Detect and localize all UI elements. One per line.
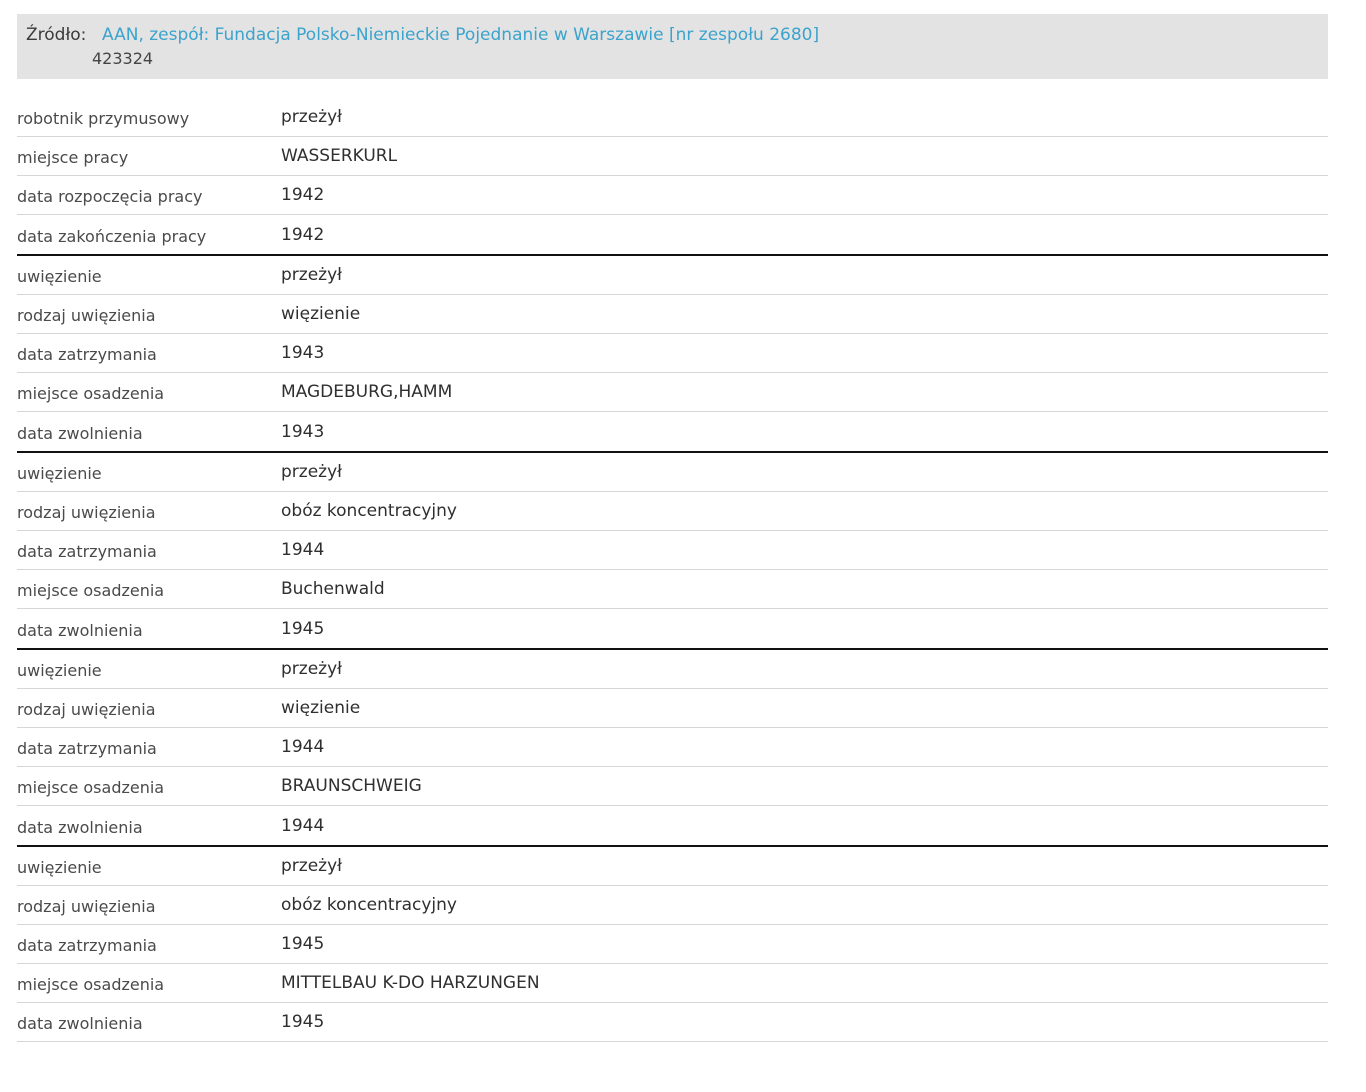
field-value: 1945 <box>281 1012 325 1032</box>
record-row <box>17 1003 1328 1042</box>
field-value: MAGDEBURG,HAMM <box>281 382 453 402</box>
field-value: obóz koncentracyjny <box>281 501 457 521</box>
field-value: przeżył <box>281 107 342 127</box>
field-value: 1944 <box>281 737 325 757</box>
record-group <box>17 453 1328 650</box>
field-value: 1943 <box>281 421 325 442</box>
field-value: WASSERKURL <box>281 146 398 166</box>
field-value: 1942 <box>281 224 325 245</box>
field-label: uwięzienie <box>17 858 102 877</box>
record-row <box>17 728 1328 767</box>
field-label: rodzaj uwięzienia <box>17 503 156 522</box>
record-group <box>17 98 1328 256</box>
field-label: data zatrzymania <box>17 936 157 955</box>
record-row <box>17 570 1328 609</box>
record-row <box>17 412 1328 451</box>
record-row <box>17 334 1328 373</box>
field-label: uwięzienie <box>17 661 102 680</box>
field-label: miejsce pracy <box>17 148 129 167</box>
field-label: data zwolnienia <box>17 817 143 837</box>
field-label: data zatrzymania <box>17 345 157 364</box>
record-row <box>17 964 1328 1003</box>
field-label: data rozpoczęcia pracy <box>17 187 203 206</box>
field-label: uwięzienie <box>17 267 102 286</box>
field-value: 1945 <box>281 934 325 954</box>
field-value: przeżył <box>281 265 342 285</box>
record-row <box>17 689 1328 728</box>
record-row <box>17 215 1328 254</box>
source-label: Źródło: <box>26 25 87 45</box>
field-label: miejsce osadzenia <box>17 975 165 994</box>
field-label: rodzaj uwięzienia <box>17 700 156 719</box>
records-list <box>17 98 1328 1042</box>
field-label: data zwolnienia <box>17 1014 143 1033</box>
record-row <box>17 256 1328 295</box>
field-value: 1942 <box>281 185 325 205</box>
field-value: więzienie <box>281 698 361 718</box>
record-row <box>17 137 1328 176</box>
field-label: miejsce osadzenia <box>17 581 165 600</box>
field-value: BRAUNSCHWEIG <box>281 776 422 796</box>
record-row <box>17 492 1328 531</box>
field-label: miejsce osadzenia <box>17 778 165 797</box>
source-archive-link[interactable]: AAN, zespół: Fundacja Polsko-Niemieckie Pojednanie w Warszawie [nr zespołu 2680] <box>102 25 820 45</box>
record-row <box>17 886 1328 925</box>
field-value: więzienie <box>281 304 361 324</box>
record-row <box>17 373 1328 412</box>
field-value: Buchenwald <box>281 579 385 599</box>
field-label: robotnik przymusowy <box>17 109 190 128</box>
field-label: data zwolnienia <box>17 620 143 640</box>
record-row <box>17 531 1328 570</box>
record-row <box>17 295 1328 334</box>
field-label: data zatrzymania <box>17 739 157 758</box>
field-label: rodzaj uwięzienia <box>17 306 156 325</box>
field-value: 1944 <box>281 540 325 560</box>
record-row <box>17 767 1328 806</box>
field-value: MITTELBAU K-DO HARZUNGEN <box>281 973 540 993</box>
record-row <box>17 925 1328 964</box>
field-value: obóz koncentracyjny <box>281 895 457 915</box>
record-row <box>17 806 1328 845</box>
record-group <box>17 847 1328 1042</box>
field-label: data zatrzymania <box>17 542 157 561</box>
source-box <box>17 14 1328 79</box>
field-value: przeżył <box>281 856 342 876</box>
field-label: uwięzienie <box>17 464 102 483</box>
field-label: data zwolnienia <box>17 423 143 443</box>
field-value: 1943 <box>281 343 325 363</box>
field-value: przeżył <box>281 659 342 679</box>
field-label: rodzaj uwięzienia <box>17 897 156 916</box>
record-row <box>17 98 1328 137</box>
field-value: 1945 <box>281 618 325 639</box>
record-group <box>17 256 1328 453</box>
record-group <box>17 650 1328 847</box>
field-label: data zakończenia pracy <box>17 226 207 246</box>
field-label: miejsce osadzenia <box>17 384 165 403</box>
record-row <box>17 453 1328 492</box>
source-record-id: 423324 <box>92 49 154 68</box>
record-row <box>17 650 1328 689</box>
field-value: 1944 <box>281 815 325 836</box>
record-row <box>17 847 1328 886</box>
record-row <box>17 609 1328 648</box>
field-value: przeżył <box>281 462 342 482</box>
record-row <box>17 176 1328 215</box>
